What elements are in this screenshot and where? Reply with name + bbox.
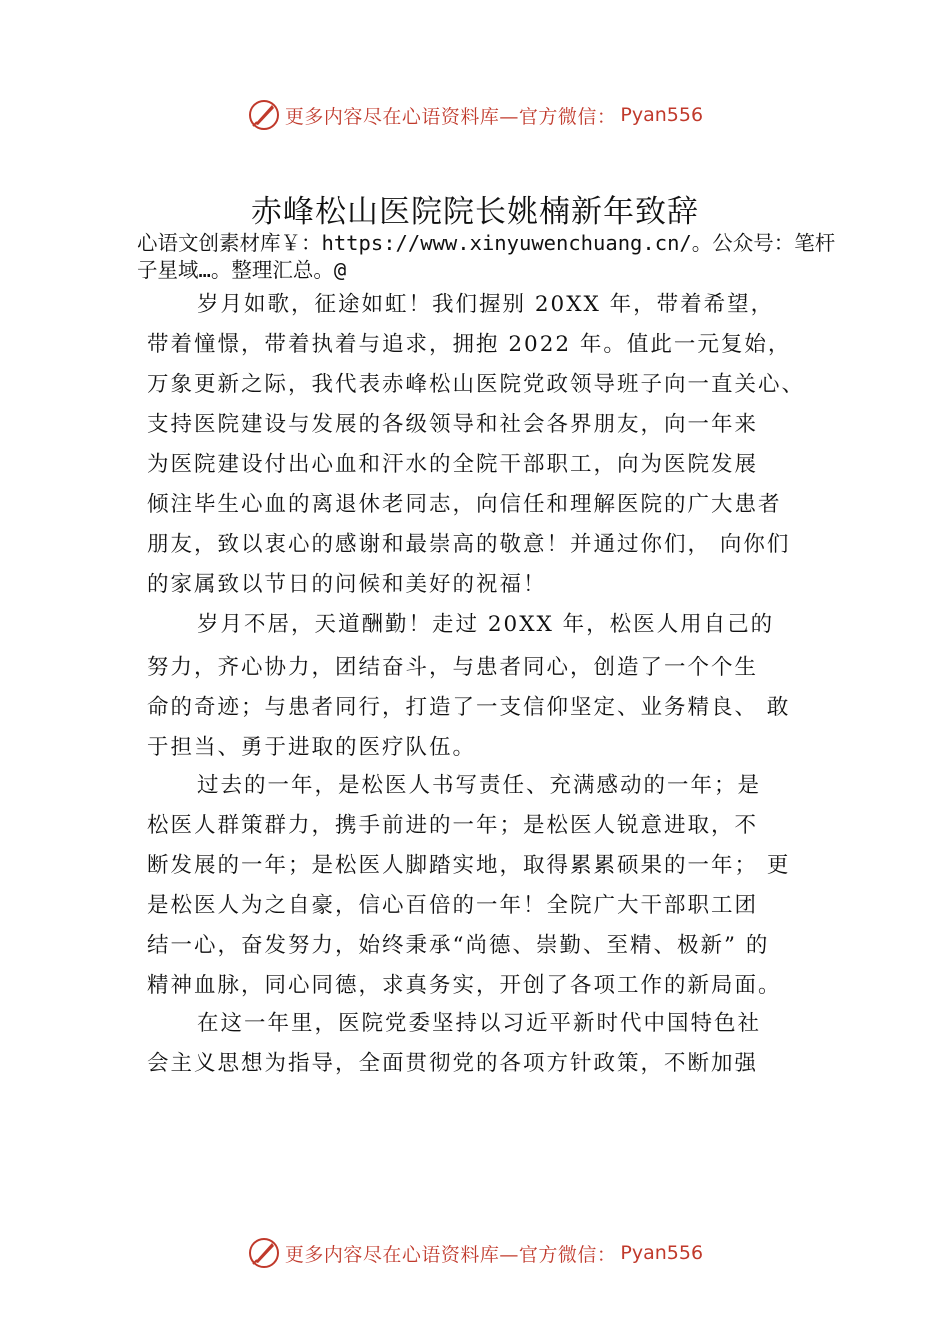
- quill-logo-icon: [247, 1236, 281, 1270]
- banner-text: 更多内容尽在心语资料库—官方微信：: [284, 105, 617, 128]
- quill-logo-icon: [247, 98, 281, 132]
- body-line: 命的奇迹；与患者同行，打造了一支信仰坚定、业务精良、 敢: [147, 695, 791, 720]
- footer-banner: [0, 1233, 950, 1273]
- banner-text: 更多内容尽在心语资料库—官方微信：: [284, 1243, 617, 1266]
- body-line: 努力，齐心协力，团结奋斗，与患者同心，创造了一个个生: [147, 655, 759, 680]
- document-title: 赤峰松山医院院长姚楠新年致辞: [251, 194, 699, 230]
- body-line: 会主义思想为指导，全面贯彻党的各项方针政策，不断加强: [147, 1051, 759, 1076]
- body-line: 断发展的一年；是松医人脚踏实地，取得累累硕果的一年； 更: [147, 853, 791, 878]
- body-line: 为医院建设付出心血和汗水的全院干部职工，向为医院发展: [147, 452, 759, 477]
- body-line: 朋友，致以衷心的感谢和最崇高的敬意！并通过你们， 向你们: [147, 532, 791, 557]
- body-line: 岁月不居，天道酬勤！走过 20XX 年，松医人用自己的: [197, 612, 775, 637]
- body-line: 万象更新之际，我代表赤峰松山医院党政领导班子向一直关心、: [147, 372, 806, 397]
- body-line: 结一心，奋发努力，始终秉承“尚德、崇勤、至精、极新” 的: [147, 933, 770, 958]
- body-line: 带着憧憬，带着执着与追求，拥抱 2022 年。值此一元复始，: [147, 332, 792, 357]
- header-banner: [0, 95, 950, 135]
- body-line: 是松医人为之自豪，信心百倍的一年！全院广大干部职工团: [147, 893, 759, 918]
- body-line: 倾注毕生心血的离退休老同志，向信任和理解医院的广大患者: [147, 492, 782, 517]
- banner-wechat-id: Pyan556: [620, 104, 704, 126]
- body-line: 松医人群策群力，携手前进的一年；是松医人锐意进取，不: [147, 813, 759, 838]
- body-line: 的家属致以节日的问候和美好的祝福！: [147, 572, 547, 597]
- source-note: 心语文创素材库￥：https://www.xinyuwenchuang.cn/。公众号：笔杆子星域…。整理汇总。@: [137, 231, 836, 282]
- body-line: 精神血脉，同心同德，求真务实，开创了各项工作的新局面。: [147, 973, 782, 998]
- body-line: 过去的一年，是松医人书写责任、充满感动的一年；是: [197, 773, 762, 798]
- body-line: 岁月如歌，征途如虹！我们握别 20XX 年，带着希望，: [197, 292, 775, 317]
- body-line: 支持医院建设与发展的各级领导和社会各界朋友，向一年来: [147, 412, 759, 437]
- body-line: 在这一年里，医院党委坚持以习近平新时代中国特色社: [197, 1011, 762, 1036]
- banner-wechat-id: Pyan556: [620, 1242, 704, 1264]
- body-line: 于担当、勇于进取的医疗队伍。: [147, 735, 477, 760]
